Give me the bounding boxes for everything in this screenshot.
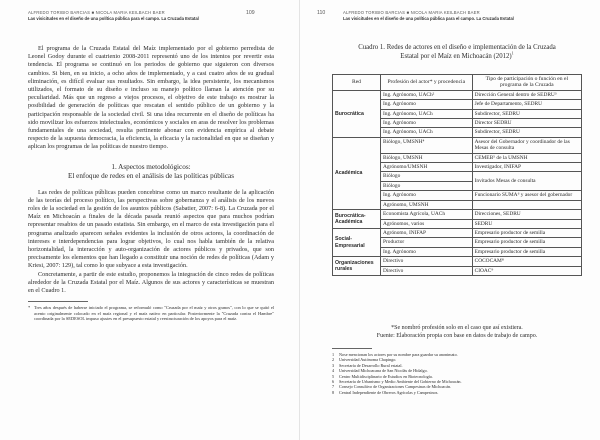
participation-cell: Invitados Mesas de consulta bbox=[472, 172, 581, 191]
header-participacion: Tipo de participación o función en el programa de la Cruzada bbox=[472, 75, 581, 91]
footnote-number: 5 bbox=[332, 373, 335, 379]
footnote-text: Universidad Michoacana de San Nicolás de Hidalgo. bbox=[339, 368, 428, 374]
footnote-text: Centro Multidisciplinario de Estudios en Biotecnología. bbox=[339, 373, 433, 379]
participation-cell: Direcciones, SEDRU bbox=[472, 210, 581, 219]
participation-cell: Empresario productor de semilla bbox=[472, 247, 581, 256]
footnote-number: 1 bbox=[332, 352, 335, 357]
actor-profession-cell: Directivo bbox=[380, 266, 472, 275]
caption-line-2: Estatal por el Maíz en Michoacán (2012) bbox=[400, 52, 512, 60]
footnote-number: 8 bbox=[332, 389, 335, 395]
actor-profession-cell: Ing. Agrónomo bbox=[380, 247, 472, 256]
table-row bbox=[333, 257, 582, 266]
footnote-text: Tres años después de haberse iniciado el programa, se reformuló como "Cruzada por el maíz y otros granos", con lo que se quitó el acento originalmente colocado en el maíz regional y el maíz nativo en particular. Posteriormente la "Cruzada contra el Hambre" coordinada por la SEDESOL impuso ajustes en el presupuesto estatal y reestructuración de los apoyos para el maíz. bbox=[34, 305, 274, 322]
participation-cell: Director SEDRU bbox=[472, 119, 581, 128]
participation-cell: Empresario productor de semilla bbox=[472, 238, 581, 247]
participation-cell: COCOCAM⁸ bbox=[472, 257, 581, 266]
running-header-right bbox=[343, 10, 583, 22]
footnote-text: Nose mencionan los actores por su nombre para guardar su anonimato. bbox=[339, 352, 458, 357]
page-number-right: 110 bbox=[317, 10, 326, 16]
right-page bbox=[300, 0, 600, 440]
network-name-cell: Académica bbox=[333, 137, 381, 209]
actor-profession-cell: Agrónomo, UMSNH bbox=[380, 200, 472, 209]
paragraph-networks: Las redes de políticas públicas pueden concebirse como un marco resultante de la aplicación de las teorías del proceso político, las perspectivas sobre gobernanza y el análisis de los nuevos roles de la sociedad en la gestión de los asuntos públicos (Sabatier, 2007: 6-8). La Cruzada por el Maíz en Michoacán a finales de la década pasada reunió aspectos que para muchos podrían representar resabios de un pasado estatista. Sin embargo, en el marco de esta investigación para el programa analizado aparecen señales evidentes la inclusión de otros actores, la coordinación de intereses e interdependencias para lograr objetivos, lo cual nos habla también de la relativa horizontalidad, la interacción y auto-organización de actores públicos y privados, que son precisamente los elementos que han llegado a constituir una noción de redes de políticas (Adam y Kriesi, 2007: 129), tal como lo que subyace a esta investigación. bbox=[28, 188, 274, 270]
actor-profession-cell: Ing. Agrónomo bbox=[380, 100, 472, 109]
actor-profession-cell: Biólogo bbox=[380, 172, 472, 181]
participation-cell: SEDRU bbox=[472, 219, 581, 228]
participation-cell: Dirección General dentro de SEDRU³ bbox=[472, 90, 581, 99]
actor-profession-cell: Biólogo, UMSNH bbox=[380, 153, 472, 162]
actor-profession-cell: Agrónomo/UMSNH bbox=[380, 163, 472, 172]
footnote-left bbox=[28, 305, 274, 322]
footnote-item bbox=[332, 390, 582, 395]
table-header-row bbox=[333, 75, 582, 91]
footnote-text: Universidad Autónoma Chapingo. bbox=[339, 357, 397, 363]
header-profesion: Profesión del actor* y procedencia bbox=[380, 75, 472, 91]
footnote-number: 4 bbox=[332, 368, 335, 374]
participation-cell: Jefe de Departamento, SEDRU bbox=[472, 100, 581, 109]
actor-profession-cell: Biólogo bbox=[380, 181, 472, 190]
page-number-left: 109 bbox=[246, 10, 255, 16]
footnote-number: 7 bbox=[332, 384, 335, 390]
header-red: Red bbox=[333, 75, 381, 91]
header-journal-title: Las visicitudes en el diseño de una política pública para el campo. La Cruzada Estatal bbox=[343, 16, 514, 21]
table-row bbox=[333, 228, 582, 237]
actor-profession-cell: Ing. Agrónomo bbox=[380, 119, 472, 128]
paragraph-intro: El programa de la Cruzada Estatal del Maíz implementado por el gobierno perredista de Leonel Godoy durante el cuatrienio 2008-2011 representó uno de los intentos por revertir esta tendencia. El programa se continuó en los periodos de gobierno que siguieron con diversos cambios. Si bien, en su inicio, a ocho años de implementado, y a casi cuatro años de su gradual eliminación, es difícil evaluar sus resultados. Sin embargo, la idea persistente, los mecanismos utilizados, el formato de su diseño e incluso su manejo político llaman la atención por su peculiaridad. Más que un regreso a viejos procesos, el objetivo de este trabajo es mostrar la posibilidad de generación de políticas que rescatan el sentido público de un gobierno y la participación responsable de la sociedad civil. Si una idea recurrente en el diseño de políticas ha sido movilizar los esfuerzos intelectuales, económicos y sociales en aras de resolver los problemas fundamentales de una sociedad, resulta pertinente abonar con evidencia empírica al debate respecto de la supuesta democracia, la eficiencia, la eficacia y la racionalidad en que se diseñan y aplican los programas de las políticas de nuestro tiempo. bbox=[28, 45, 274, 151]
actor-profession-cell: Agrónomo, INIFAP bbox=[380, 228, 472, 237]
footnote-text: Central Independiente de Obreros Agrícolas y Campesinos. bbox=[339, 389, 439, 395]
participation-cell: CIOAC⁹ bbox=[472, 266, 581, 275]
actor-profession-cell: Economista Agrícola, UACh bbox=[380, 210, 472, 219]
actors-table bbox=[332, 74, 582, 276]
running-header-left bbox=[28, 10, 268, 22]
actor-profession-cell: Ing. Agrónomo, UACh bbox=[380, 128, 472, 137]
participation-cell: Empresario productor de semilla bbox=[472, 228, 581, 237]
footnote-marker: * bbox=[28, 305, 31, 311]
header-authors: ALFREDO TORIBIO BARCIAS ■ NICOLA MARIA KEILBACH BAER bbox=[343, 10, 480, 15]
actor-profession-cell: Directivo bbox=[380, 257, 472, 266]
footnotes-right bbox=[332, 348, 582, 395]
table-source: Fuente: Elaboración propia con base en datos de trabajo de campo. bbox=[376, 332, 538, 339]
header-authors: ALFREDO TORIBIO BARCIAS ■ NICOLA MARIA KEILBACH BAER bbox=[28, 10, 165, 15]
section-subtitle: El enfoque de redes en el análisis de las políticas públicas bbox=[67, 171, 235, 180]
network-name-cell: Social-Empresarial bbox=[333, 228, 381, 256]
table-notes bbox=[332, 325, 582, 340]
section-title: 1. Aspectos metodológicos: bbox=[111, 162, 191, 171]
footnote-rule bbox=[332, 348, 372, 349]
table-body bbox=[333, 90, 582, 275]
participation-cell: Investigador, INIFAP bbox=[472, 163, 581, 172]
network-name-cell: Organizaciones rurales bbox=[333, 257, 381, 276]
caption-footnote-mark: 1 bbox=[511, 50, 514, 56]
table-row bbox=[333, 210, 582, 219]
footnote-number: 3 bbox=[332, 362, 335, 368]
footnote-number: 6 bbox=[332, 379, 335, 385]
participation-cell bbox=[472, 200, 581, 209]
participation-cell: Subdirector, SEDRU bbox=[472, 109, 581, 118]
table-caption bbox=[332, 44, 582, 61]
table-row bbox=[333, 137, 582, 153]
actor-profession-cell: Agrónomos, varios bbox=[380, 219, 472, 228]
header-journal-title: Las visicitudes en el diseño de una política pública para el campo. La Cruzada Estatal bbox=[28, 16, 199, 21]
table-note: *Se nombró profesión solo en el caso que así existiera. bbox=[391, 325, 523, 331]
left-body bbox=[28, 45, 274, 322]
actor-profession-cell: Biólogo, UMSNH⁴ bbox=[380, 137, 472, 153]
caption-line-1: Cuadro 1. Redes de actores en el diseño e implementación de la Cruzada bbox=[358, 44, 556, 51]
footnote-text: Secretaría de Desarrollo Rural estatal. bbox=[339, 362, 403, 368]
network-name-cell: Burocrática-Académica bbox=[333, 210, 381, 229]
network-name-cell: Burocrática bbox=[333, 90, 381, 137]
participation-cell: CEMEB⁵ de la UMSNH bbox=[472, 153, 581, 162]
actor-profession-cell: Productor bbox=[380, 238, 472, 247]
paragraph-cuadro: Concretamente, a partir de este estudio, proponemos la integración de cinco redes de políticas alrededor de la Cruzada Estatal por el Maíz. Algunos de sus actores y características se muestran en el Cuadro 1. bbox=[28, 270, 274, 295]
footnote-text: Consejo Consultivo de Organizaciones Campesinas de Michoacán. bbox=[339, 384, 452, 390]
footnote-text: Secretaría de Urbanismo y Medio Ambiente del Gobierno de Michoacán. bbox=[339, 379, 462, 385]
table-row bbox=[333, 90, 582, 99]
footnote-list bbox=[332, 352, 582, 395]
actor-profession-cell: Ing. Agrónomo, UACh² bbox=[380, 90, 472, 99]
footnote-number: 2 bbox=[332, 357, 335, 363]
participation-cell: Asesor del Gobernador y coordinador de las Mesas de consulta bbox=[472, 137, 581, 153]
participation-cell: Subdirector, SEDRU bbox=[472, 128, 581, 137]
footnote-rule bbox=[28, 301, 88, 302]
actor-profession-cell: Ing. Agrónomo, UACh bbox=[380, 109, 472, 118]
participation-cell: Funcionario SUMA⁶ y asesor del gobernador bbox=[472, 191, 581, 200]
actor-profession-cell: Ing. Agrónomo bbox=[380, 191, 472, 200]
